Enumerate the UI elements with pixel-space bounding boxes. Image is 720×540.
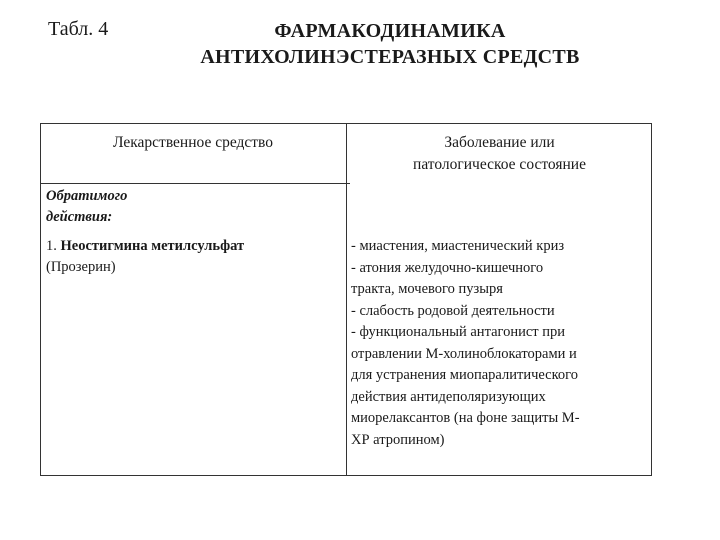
indication-line: миорелаксантов (на фоне защиты М- <box>351 410 580 426</box>
title-line-1: ФАРМАКОДИНАМИКА <box>274 20 506 42</box>
indication-line: действия антидеполяризующих <box>351 388 546 405</box>
drug-group-label <box>46 186 342 228</box>
header-divider <box>40 183 350 184</box>
drug-entry <box>46 236 342 278</box>
drug-number: 1. <box>46 238 61 254</box>
indication-line: - атония желудочно-кишечного <box>351 259 544 276</box>
indication-line: для устранения миопаралитического <box>351 367 579 383</box>
drug-group-line-2: действия: <box>46 209 113 225</box>
indication-line: отравлении М-холиноблокаторами и <box>351 345 577 362</box>
indication-line: тракта, мочевого пузыря <box>351 281 503 297</box>
drug-name: Неостигмина метилсульфат <box>60 238 245 254</box>
drug-name-line <box>46 236 342 257</box>
indication-line: ХР атропином) <box>351 431 445 448</box>
indication-line: - слабость родовой деятельности <box>351 302 555 319</box>
indication-line: - миастения, миастенический криз <box>351 238 565 254</box>
column-header-condition-line-2: патологическое состояние <box>413 156 586 173</box>
page-title <box>130 18 650 70</box>
indication-line: - функциональный антагонист при <box>351 324 566 340</box>
column-header-condition-line-1: Заболевание или <box>444 134 555 151</box>
table-label: Табл. 4 <box>48 18 109 40</box>
drug-trade-name: (Прозерин) <box>46 259 116 275</box>
indications-list <box>351 236 647 451</box>
drug-group-line-1: Обратимого <box>46 188 128 204</box>
title-line-2: АНТИХОЛИНЭСТЕРАЗНЫХ СРЕДСТВ <box>200 46 580 68</box>
column-header-condition <box>347 132 652 176</box>
column-header-drug: Лекарственное средство <box>112 134 274 151</box>
